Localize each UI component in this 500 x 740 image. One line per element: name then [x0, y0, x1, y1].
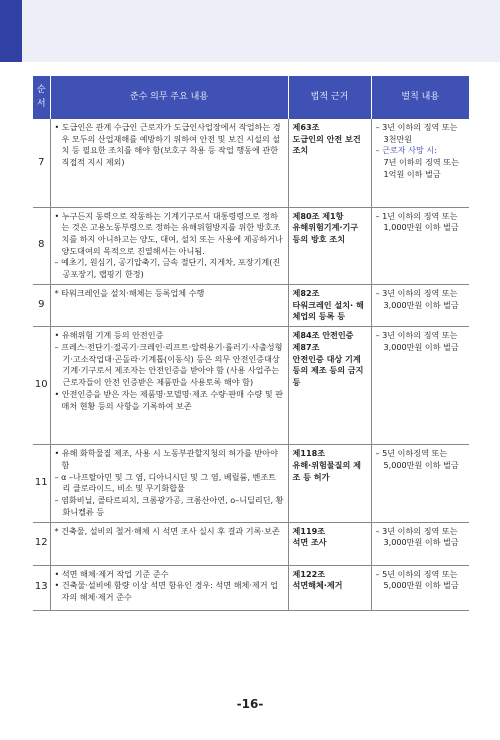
law-line: 유해위험기계·기구 등의 방호 조치: [292, 222, 359, 244]
header-penalty: 벌칙 내용: [371, 76, 469, 119]
duty-item: – α –나프탈아민 및 그 염, 디아니시딘 및 그 염, 베릴륨, 벤조트리 클로라이드, 비소 및 무기화합물: [54, 471, 276, 494]
law-line: 도급인의 안전 보건 조치: [292, 133, 361, 156]
duty-item: • 석면 해체·제거 작업 기준 준수: [54, 568, 169, 579]
row-number: 7: [33, 119, 50, 207]
page-number: -16-: [236, 697, 264, 711]
penalty-cell: [371, 284, 469, 326]
law-cell: [288, 119, 371, 207]
top-band: [0, 0, 500, 62]
law-cell: [288, 284, 371, 326]
obligations-table: [33, 76, 469, 611]
law-line: 제82조: [292, 287, 320, 298]
penalty-cell: [371, 327, 469, 445]
law-line: 제118조: [292, 448, 326, 459]
table-row: [33, 207, 469, 284]
penalty-cell: [371, 207, 469, 284]
penalty-line: 7년 이하의 징역 또는 1억원 이하 벌금: [383, 157, 459, 179]
duty-item: • 안전인증을 받은 자는 제품명·모델명·제조 수량·판매 수량 및 판매처 현황 등의 사항을 기록하여 보존: [54, 388, 284, 411]
duty-cell: [50, 445, 288, 522]
duty-cell: [50, 327, 288, 445]
penalty-line: – 3년 이하의 징역 또는 3천만원: [375, 122, 458, 144]
table-row: [33, 119, 469, 207]
law-line: 석면 조사: [292, 537, 327, 548]
law-cell: [288, 522, 371, 565]
law-line: 제80조 제1항: [292, 210, 344, 221]
penalty-cell: [371, 522, 469, 565]
law-line: 제122조: [292, 568, 326, 579]
row-number: 8: [33, 207, 50, 284]
law-line: 유해·위험물질의 제조 등 허가: [292, 459, 361, 482]
law-cell: [288, 445, 371, 522]
table-row: [33, 327, 469, 445]
law-line: 제84조 안전인증: [292, 330, 354, 341]
duty-item: • 건축물·설비에 함량 이상 석면 함유인 경우: 석면 해체·제거 업자의 해체·제거 준수: [54, 580, 278, 602]
penalty-cell: [371, 119, 469, 207]
duty-item: – 염화비닐, 콜타르피치, 크롬광가공, 크롬산아연, o–니딜리딘, 황화니켈류 등: [54, 495, 284, 517]
duty-cell: [50, 284, 288, 326]
penalty-line: – 근로자 사망 시:: [375, 145, 437, 156]
law-cell: [288, 207, 371, 284]
law-line: 제63조: [292, 122, 320, 132]
penalty-line: – 1년 이하의 징역 또는 1,000만원 이하 벌금: [375, 210, 459, 233]
duty-item: • 유해위험 기계 등의 안전인증: [54, 330, 164, 341]
duty-item: • 누구든지 동력으로 작동하는 기계기구로서 대통령령으로 정하는 것은 고용노동부령으로 정하는 유해위험방지를 위한 방호조치를 하지 아니하고는 양도, 대여, 설치 또는 사용에 제공하거나 양도대여의 목적으로 진열해서는 아니됨.: [54, 210, 283, 256]
table-row: [33, 284, 469, 326]
row-number: 12: [33, 522, 50, 565]
table-row: [33, 522, 469, 565]
penalty-cell: [371, 565, 469, 610]
penalty-line: – 3년 이하의 징역 또는 3,000만원 이하 벌금: [375, 330, 459, 352]
law-line: 제87조: [292, 341, 320, 352]
duty-item: – 예초기, 원심기, 공기압축기, 금속 절단기, 지게차, 포장기계(진공포장기, 랩핑기 한정): [54, 257, 281, 280]
duty-item: • 유해 화학물질 제조, 사용 시 노동부관할지청의 허가를 받아야 함: [54, 448, 278, 470]
duty-cell: [50, 207, 288, 284]
law-line: 제119조: [292, 525, 326, 536]
penalty-line: – 3년 이하의 징역 또는 3,000만원 이하 벌금: [375, 287, 459, 310]
header-law: 법적 근거: [288, 76, 371, 119]
row-number: 9: [33, 284, 50, 326]
duty-cell: [50, 119, 288, 207]
row-number: 11: [33, 445, 50, 522]
row-number: 13: [33, 565, 50, 610]
header-no: 순서: [33, 76, 50, 119]
duty-item: * 타워크레인을 설치·해체는 등록업체 수행: [54, 287, 205, 298]
penalty-cell: [371, 445, 469, 522]
law-cell: [288, 327, 371, 445]
law-line: 안전인증 대상 기계 등의 제조 등의 금지 등: [292, 353, 364, 388]
duty-item: • 도급인은 관계 수급인 근로자가 도급인사업장에서 작업하는 경우 모두의 산업재해를 예방하기 위하여 안전 및 보건 시설의 설치 등 필요한 조치를 해야 함(보호구 착용 등 작업 행동에 관한 직접적 지시 제외): [54, 122, 281, 168]
duty-item: * 건축물, 설비의 철거·해체 시 석면 조사 실시 후 결과 기록·보존: [54, 525, 280, 536]
duty-item: – 프레스·전단기·절곡기·크레인·리프트·압력용기·롤러기·사출성형기·고소작업대·곤돌라·기계톱(이동식) 등은 의무 안전인증대상 기계·기구로서 제조자는 안전인증을 받아야 함 (사용 사업주는 근로자들이 안전 인증받은 제품만을 사용토록 해야 함): [54, 341, 283, 388]
table-row: [33, 445, 469, 522]
penalty-line: – 5년 이하의 징역 또는 5,000만원 이하 벌금: [375, 568, 459, 591]
law-line: 타워크레인 설치· 해체업의 등록 등: [292, 299, 364, 322]
table-header-row: [33, 76, 469, 119]
header-duty: 준수 의무 주요 내용: [50, 76, 288, 119]
law-cell: [288, 565, 371, 610]
duty-cell: [50, 522, 288, 565]
penalty-line: – 3년 이하의 징역 또는 3,000만원 이하 벌금: [375, 525, 459, 548]
table-body: [33, 119, 469, 610]
table-row: [33, 565, 469, 610]
penalty-line: – 5년 이하징역 또는 5,000만원 이하 벌금: [375, 448, 459, 470]
section-tab: [0, 0, 22, 62]
law-line: 석면해체·제거: [292, 580, 343, 591]
duty-cell: [50, 565, 288, 610]
row-number: 10: [33, 327, 50, 445]
